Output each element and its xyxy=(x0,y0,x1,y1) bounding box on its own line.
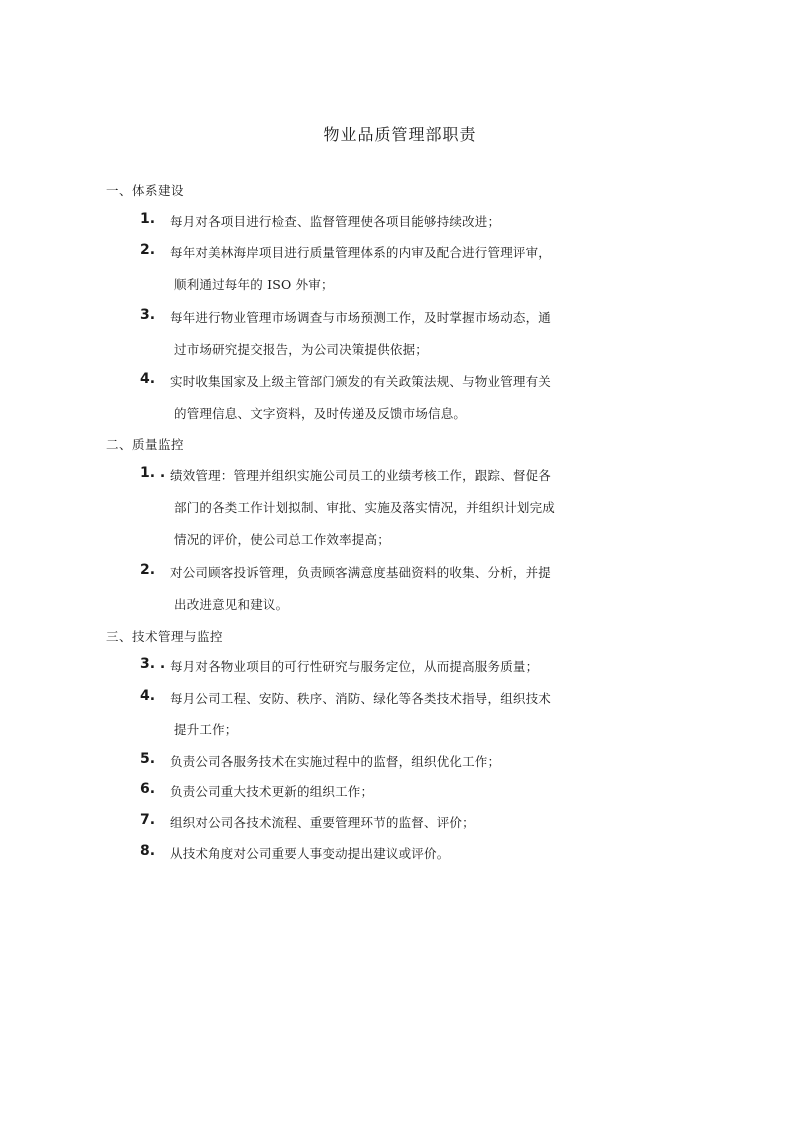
item-text: 对公司顾客投诉管理，负责顾客满意度基础资料的收集、分析，并提 xyxy=(170,565,552,580)
item-text: 每月对各项目进行检查、监督管理使各项目能够持续改进； xyxy=(170,214,501,229)
item-number: 4. xyxy=(140,688,156,704)
section-heading: 一、体系建设 xyxy=(106,183,185,198)
item-text: 顺利通过每年的 ISO 外审； xyxy=(174,277,334,292)
item-text: 负责公司重大技术更新的组织工作； xyxy=(170,784,374,799)
item-text: 每年进行物业管理市场调查与市场预测工作，及时掌握市场动态，通 xyxy=(170,310,552,325)
item-text: 组织对公司各技术流程、重要管理环节的监督、评价； xyxy=(170,815,475,830)
item-number: 4. xyxy=(140,371,156,387)
item-number: 2. xyxy=(140,562,156,578)
item-text: 负责公司各服务技术在实施过程中的监督，组织优化工作； xyxy=(170,754,501,769)
item-number: 1. . xyxy=(140,465,166,481)
item-text: 的管理信息、文字资料，及时传递及反馈市场信息。 xyxy=(174,406,467,421)
item-number: 3. xyxy=(140,307,156,323)
item-number: 1. xyxy=(140,211,156,227)
item-text: 过市场研究提交报告，为公司决策提供依据； xyxy=(174,342,429,357)
item-number: 3. . xyxy=(140,656,166,672)
item-text: 实时收集国家及上级主管部门颁发的有关政策法规、与物业管理有关 xyxy=(170,374,552,389)
item-number: 7. xyxy=(140,812,156,828)
item-text: 出改进意见和建议。 xyxy=(174,597,289,612)
item-number: 8. xyxy=(140,843,156,859)
item-number: 5. xyxy=(140,751,156,767)
item-number: 6. xyxy=(140,781,156,797)
item-text: 绩效管理：管理并组织实施公司员工的业绩考核工作，跟踪、督促各 xyxy=(170,468,552,483)
item-number: 2. xyxy=(140,242,156,258)
item-text: 每年对美林海岸项目进行质量管理体系的内审及配合进行管理评审， xyxy=(170,245,552,260)
item-text: 每月公司工程、安防、秩序、消防、绿化等各类技术指导，组织技术 xyxy=(170,691,552,706)
item-text: 从技术角度对公司重要人事变动提出建议或评价。 xyxy=(170,846,450,861)
item-text: 部门的各类工作计划拟制、审批、实施及落实情况，并组织计划完成 xyxy=(174,500,556,515)
item-text: 提升工作； xyxy=(174,722,238,737)
section-heading: 二、质量监控 xyxy=(106,437,185,452)
item-text: 每月对各物业项目的可行性研究与服务定位，从而提高服务质量； xyxy=(170,659,539,674)
page-title: 物业品质管理部职责 xyxy=(323,125,477,144)
item-text: 情况的评价，使公司总工作效率提高； xyxy=(174,532,390,547)
section-heading: 三、技术管理与监控 xyxy=(106,629,224,644)
